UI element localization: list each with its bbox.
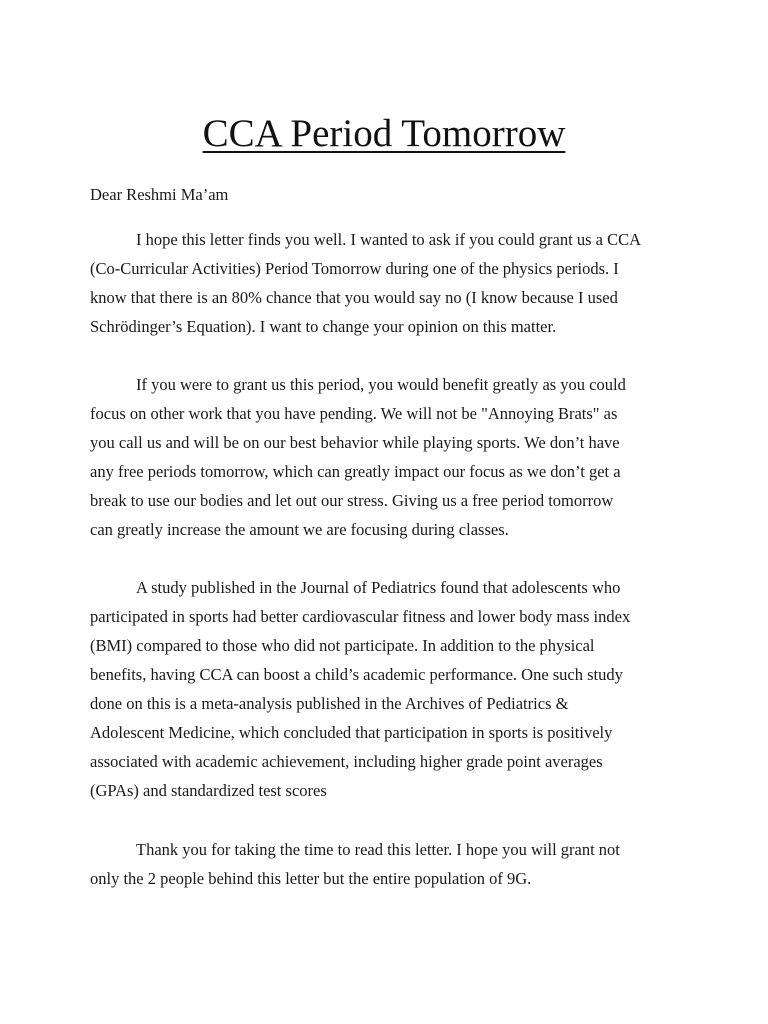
paragraph-line: you call us and will be on our best behavior while playing sports. We don’t have	[90, 433, 620, 452]
paragraph-3	[90, 573, 690, 805]
paragraph-line: break to use our bodies and let out our stress. Giving us a free period tomorrow	[90, 491, 614, 510]
paragraph-line: can greatly increase the amount we are focusing during classes.	[90, 520, 509, 539]
paragraph-line: know that there is an 80% chance that you would say no (I know because I used	[90, 288, 618, 307]
paragraph-1	[90, 225, 690, 341]
paragraph-line: (BMI) compared to those who did not participate. In addition to the physical	[90, 636, 595, 655]
paragraph-line: (GPAs) and standardized test scores	[90, 781, 327, 800]
paragraph-line: Adolescent Medicine, which concluded that participation in sports is positively	[90, 723, 613, 742]
paragraph-line: I hope this letter finds you well. I wanted to ask if you could grant us a CCA	[136, 230, 641, 249]
paragraph-2	[90, 370, 690, 544]
paragraph-line: A study published in the Journal of Pediatrics found that adolescents who	[136, 578, 621, 597]
paragraph-line: benefits, having CCA can boost a child’s academic performance. One such study	[90, 665, 623, 684]
paragraph-line: focus on other work that you have pending. We will not be "Annoying Brats" as	[90, 404, 618, 423]
paragraph-line: any free periods tomorrow, which can greatly impact our focus as we don’t get a	[90, 462, 621, 481]
paragraph-line: (Co-Curricular Activities) Period Tomorrow during one of the physics periods. I	[90, 259, 619, 278]
paragraph-line: associated with academic achievement, including higher grade point averages	[90, 752, 603, 771]
paragraph-line: done on this is a meta-analysis published in the Archives of Pediatrics &	[90, 694, 569, 713]
paragraph-line: only the 2 people behind this letter but the entire population of 9G.	[90, 869, 532, 888]
salutation: Dear Reshmi Ma’am	[90, 185, 229, 204]
paragraph-line: participated in sports had better cardiovascular fitness and lower body mass index	[90, 607, 631, 626]
paragraph-line: Schrödinger’s Equation). I want to change your opinion on this matter.	[90, 317, 557, 336]
document-title: CCA Period Tomorrow	[202, 112, 566, 155]
paragraph-line: If you were to grant us this period, you would benefit greatly as you could	[136, 375, 626, 394]
paragraph-line: Thank you for taking the time to read this letter. I hope you will grant not	[136, 840, 620, 859]
paragraph-4	[90, 835, 690, 893]
